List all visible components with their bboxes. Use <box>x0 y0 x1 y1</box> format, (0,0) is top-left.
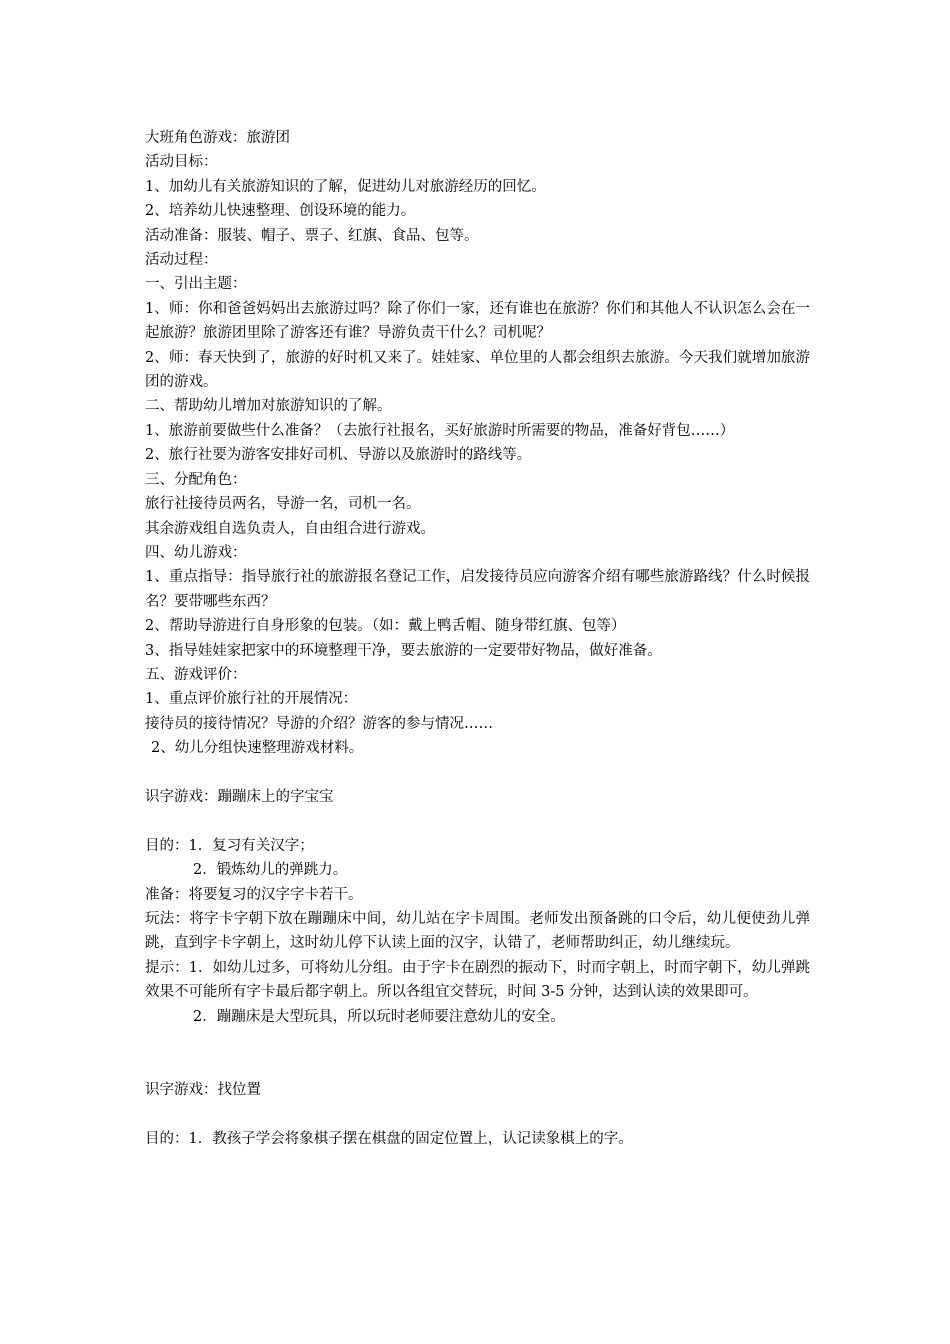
step-paragraph: 3、指导娃娃家把家中的环境整理干净，要去旅游的一定要带好物品，做好准备。 <box>145 642 662 659</box>
step-heading: 三、分配角色： <box>145 471 247 488</box>
step-heading: 五、游戏评价： <box>145 666 247 683</box>
step-paragraph: 1、重点指导：指导旅行社的旅游报名登记工作，启发接待员应向游客介绍有哪些旅游路线？什么时候报名？要带哪些东西？ <box>145 569 810 610</box>
goal-item: 2．锻炼幼儿的弹跳力。 <box>193 862 348 879</box>
tip-paragraph: 提示：1．如幼儿过多，可将幼儿分组。由于字卡在剧烈的振动下，时而字朝上，时而字朝下，幼儿弹跳效果不可能所有字卡最后都字朝上。所以各组宜交替玩，时间 3-5 分钟，达到认读的效果即可。 <box>145 959 810 1001</box>
step-heading: 一、引出主题： <box>145 276 247 293</box>
goal-item: 目的：1．复习有关汉字； <box>145 837 314 854</box>
preparation-line: 活动准备：服装、帽子、票子、红旗、食品、包等。 <box>145 227 479 244</box>
spacer <box>145 1102 810 1126</box>
preparation-line: 准备：将要复习的汉字字卡若干。 <box>145 886 363 903</box>
section1-title: 大班角色游戏：旅游团 <box>145 130 290 146</box>
process-heading: 活动过程： <box>145 252 218 269</box>
section2-title: 识字游戏：蹦蹦床上的字宝宝 <box>145 788 334 805</box>
step-paragraph: 1、旅游前要做些什么准备？（去旅行社报名，买好旅游时所需要的物品，准备好背包……） <box>145 422 735 439</box>
spacer <box>145 1029 810 1078</box>
goal-heading: 活动目标： <box>145 154 218 171</box>
step-paragraph: 其余游戏组自选负责人，自由组合进行游戏。 <box>145 520 435 537</box>
goal-item: 1、加幼儿有关旅游知识的了解，促进幼儿对旅游经历的回忆。 <box>145 178 546 195</box>
step-heading: 二、帮助幼儿增加对旅游知识的了解。 <box>145 398 392 415</box>
play-paragraph: 玩法：将字卡字朝下放在蹦蹦床中间，幼儿站在字卡周围。老师发出预备跳的口令后，幼儿便使劲儿弹跳，直到字卡字朝上，这时幼儿停下认读上面的汉字，认错了，老师帮助纠正，幼儿继续玩。 <box>145 910 810 952</box>
step-paragraph: 接待员的接待情况？导游的介绍？游客的参与情况…… <box>145 715 493 732</box>
spacer <box>145 761 810 785</box>
step-paragraph: 1、重点评价旅行社的开展情况： <box>145 691 358 708</box>
goal-item: 目的：1．教孩子学会将象棋子摆在棋盘的固定位置上，认记读象棋上的字。 <box>145 1130 633 1147</box>
step-paragraph: 2、幼儿分组快速整理游戏材料。 <box>151 740 364 757</box>
document-body <box>145 126 810 1151</box>
step-paragraph: 1、师：你和爸爸妈妈出去旅游过吗？除了你们一家，还有谁也在旅游？你们和其他人不认识怎么会在一起旅游？旅游团里除了游客还有谁？导游负责干什么？司机呢？ <box>145 300 810 342</box>
goal-item: 2、培养幼儿快速整理、创设环境的能力。 <box>145 203 416 220</box>
spacer <box>145 809 810 833</box>
step-paragraph: 2、师：春天快到了，旅游的好时机又来了。娃娃家、单位里的人都会组织去旅游。今天我们就增加旅游团的游戏。 <box>145 349 810 391</box>
step-heading: 四、幼儿游戏： <box>145 544 247 561</box>
step-paragraph: 2、旅行社要为游客安排好司机、导游以及旅游时的路线等。 <box>145 447 532 464</box>
step-paragraph: 旅行社接待员两名，导游一名，司机一名。 <box>145 496 421 513</box>
section3-title: 识字游戏：找位置 <box>145 1081 261 1098</box>
tip-paragraph: 2．蹦蹦床是大型玩具，所以玩时老师要注意幼儿的安全。 <box>193 1008 565 1025</box>
step-paragraph: 2、帮助导游进行自身形象的包装。（如：戴上鸭舌帽、随身带红旗、包等） <box>145 618 626 635</box>
